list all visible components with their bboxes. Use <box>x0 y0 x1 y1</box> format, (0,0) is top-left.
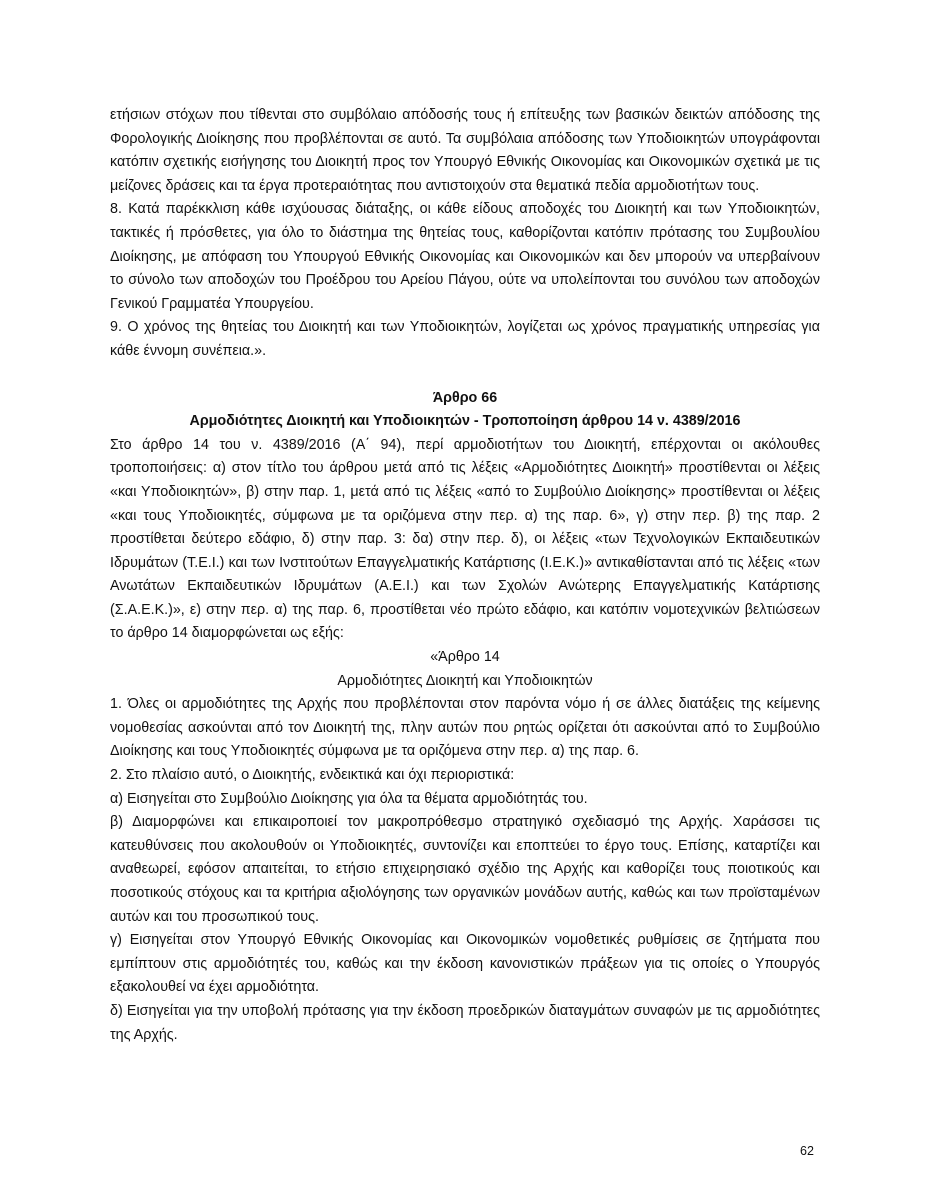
paragraph-9: 9. Ο χρόνος της θητείας του Διοικητή και των Υποδιοικητών, λογίζεται ως χρόνος πραγματικής υπηρεσίας για κάθε έννομη συνέπεια.». <box>110 319 820 359</box>
article-title: Αρμοδιότητες Διοικητή και Υποδιοικητών - Τροποποίηση άρθρου 14 ν. 4389/2016 <box>189 413 741 430</box>
spacer <box>110 364 820 387</box>
paragraph-continuation: ετήσιων στόχων που τίθενται στο συμβόλαιο απόδοσής τους ή επίτευξης των βασικών δεικτών απόδοσης της Φορολογικής Διοίκησης που προβλέπονται σε αυτό. Τα συμβόλαια απόδοσης των Υποδιοικητών υπογράφονται κατόπιν σχετικής εισήγησης του Διοικητή προς τον Υπουργό Εθνικής Οικονομίας και Οικονομικών σχετικά με τις μείζονες δράσεις και τα έργα προτεραιότητας που αντιστοιχούν στα θεματικά πεδία αρμοδιοτήτων τους. <box>110 107 820 194</box>
article-number: Άρθρο 66 <box>432 389 498 406</box>
page-number: 62 <box>800 1144 814 1158</box>
quoted-item-a: α) Εισηγείται στο Συμβούλιο Διοίκησης για όλα τα θέματα αρμοδιότητάς του. <box>110 790 588 807</box>
quoted-paragraph-2: 2. Στο πλαίσιο αυτό, ο Διοικητής, ενδεικτικά και όχι περιοριστικά: <box>110 767 515 784</box>
document-body <box>110 104 820 1047</box>
quoted-item-d: δ) Εισηγείται για την υποβολή πρότασης για την έκδοση προεδρικών διαταγμάτων συναφών με τις αρμοδιότητες της Αρχής. <box>110 1002 820 1043</box>
paragraph-8: 8. Κατά παρέκκλιση κάθε ισχύουσας διάταξης, οι κάθε είδους αποδοχές του Διοικητή και των Υποδιοικητών, τακτικές ή πρόσθετες, για όλο το διάστημα της θητείας τους, καθορίζονται κατόπιν πρότασης του Συμβουλίου Διοίκησης, με απόφαση του Υπουργού Εθνικής Οικονομίας και Οικονομικών και δεν μπορούν να υπερβαίνουν το σύνολο των αποδοχών του Προέδρου του Αρείου Πάγου, ούτε να υπολείπονται του συνόλου των αποδοχών Γενικού Γραμματέα Υπουργείου. <box>110 201 820 312</box>
quoted-paragraph-1: 1. Όλες οι αρμοδιότητες της Αρχής που προβλέπονται στον παρόντα νόμο ή σε άλλες διατάξεις της κείμενης νομοθεσίας ασκούνται από τον Διοικητή της, πλην αυτών που ρητώς ορίζεται ότι ασκούνται από το Συμβούλιο Διοίκησης και τους Υποδιοικητές σύμφωνα με τα οριζόμενα στην περ. α) της παρ. 6. <box>110 696 820 760</box>
quoted-item-c: γ) Εισηγείται στον Υπουργό Εθνικής Οικονομίας και Οικονομικών νομοθετικές ρυθμίσεις σε ζητήματα που εμπίπτουν στις αρμοδιότητές του, καθώς και την έκδοση κανονιστικών πράξεων για τις οποίες ο Υπουργός εξακολουθεί να έχει αρμοδιότητα. <box>110 932 820 996</box>
quoted-article-title: Αρμοδιότητες Διοικητή και Υποδιοικητών <box>337 672 593 689</box>
quoted-item-b: β) Διαμορφώνει και επικαιροποιεί τον μακροπρόθεσμο στρατηγικό σχεδιασμό της Αρχής. Χαράσσει τις κατευθύνσεις που ακολουθούν οι Υποδιοικητές, συντονίζει και εποπτεύει το έργο τους. Επίσης, καταρτίζει και αναθεωρεί, εφόσον απαιτείται, το ετήσιο επιχειρησιακό σχέδιο της Αρχής και καθορίζει τους ποιοτικούς και ποσοτικούς στόχους και τα κριτήρια αξιολόγησης των οργανικών μονάδων αυτής, καθώς και των προϊσταμένων αυτών και του προσωπικού τους. <box>110 814 820 925</box>
quoted-article-number: «Άρθρο 14 <box>430 649 500 666</box>
article-intro: Στο άρθρο 14 του ν. 4389/2016 (Α΄ 94), περί αρμοδιοτήτων του Διοικητή, επέρχονται οι ακόλουθες τροποποιήσεις: α) στον τίτλο του άρθρου μετά από τις λέξεις «Αρμοδιότητες Διοικητή» προστίθενται οι λέξεις «και Υποδιοικητών», β) στην παρ. 1, μετά από τις λέξεις «από το Συμβούλιο Διοίκησης» προστίθενται οι λέξεις «και τους Υποδιοικητές, σύμφωνα με τα οριζόμενα στην περ. α) της παρ. 6», γ) στην περ. β) της παρ. 2 προστίθεται δεύτερο εδάφιο, δ) στην παρ. 3: δα) στην περ. δ), οι λέξεις «των Τεχνολογικών Εκπαιδευτικών Ιδρυμάτων (Τ.Ε.Ι.) και των Ινστιτούτων Επαγγελματικής Κατάρτισης (Ι.Ε.Κ.)» αντικαθίστανται από τις λέξεις «των Ανωτάτων Εκπαιδευτικών Ιδρυμάτων (Α.Ε.Ι.) και των Σχολών Ανώτερης Επαγγελματικής Κατάρτισης (Σ.Α.Ε.Κ.)», ε) στην περ. α) της παρ. 6, προστίθεται νέο πρώτο εδάφιο, και κατόπιν νομοτεχνικών βελτιώσεων το άρθρο 14 διαμορφώνεται ως εξής: <box>110 436 820 642</box>
